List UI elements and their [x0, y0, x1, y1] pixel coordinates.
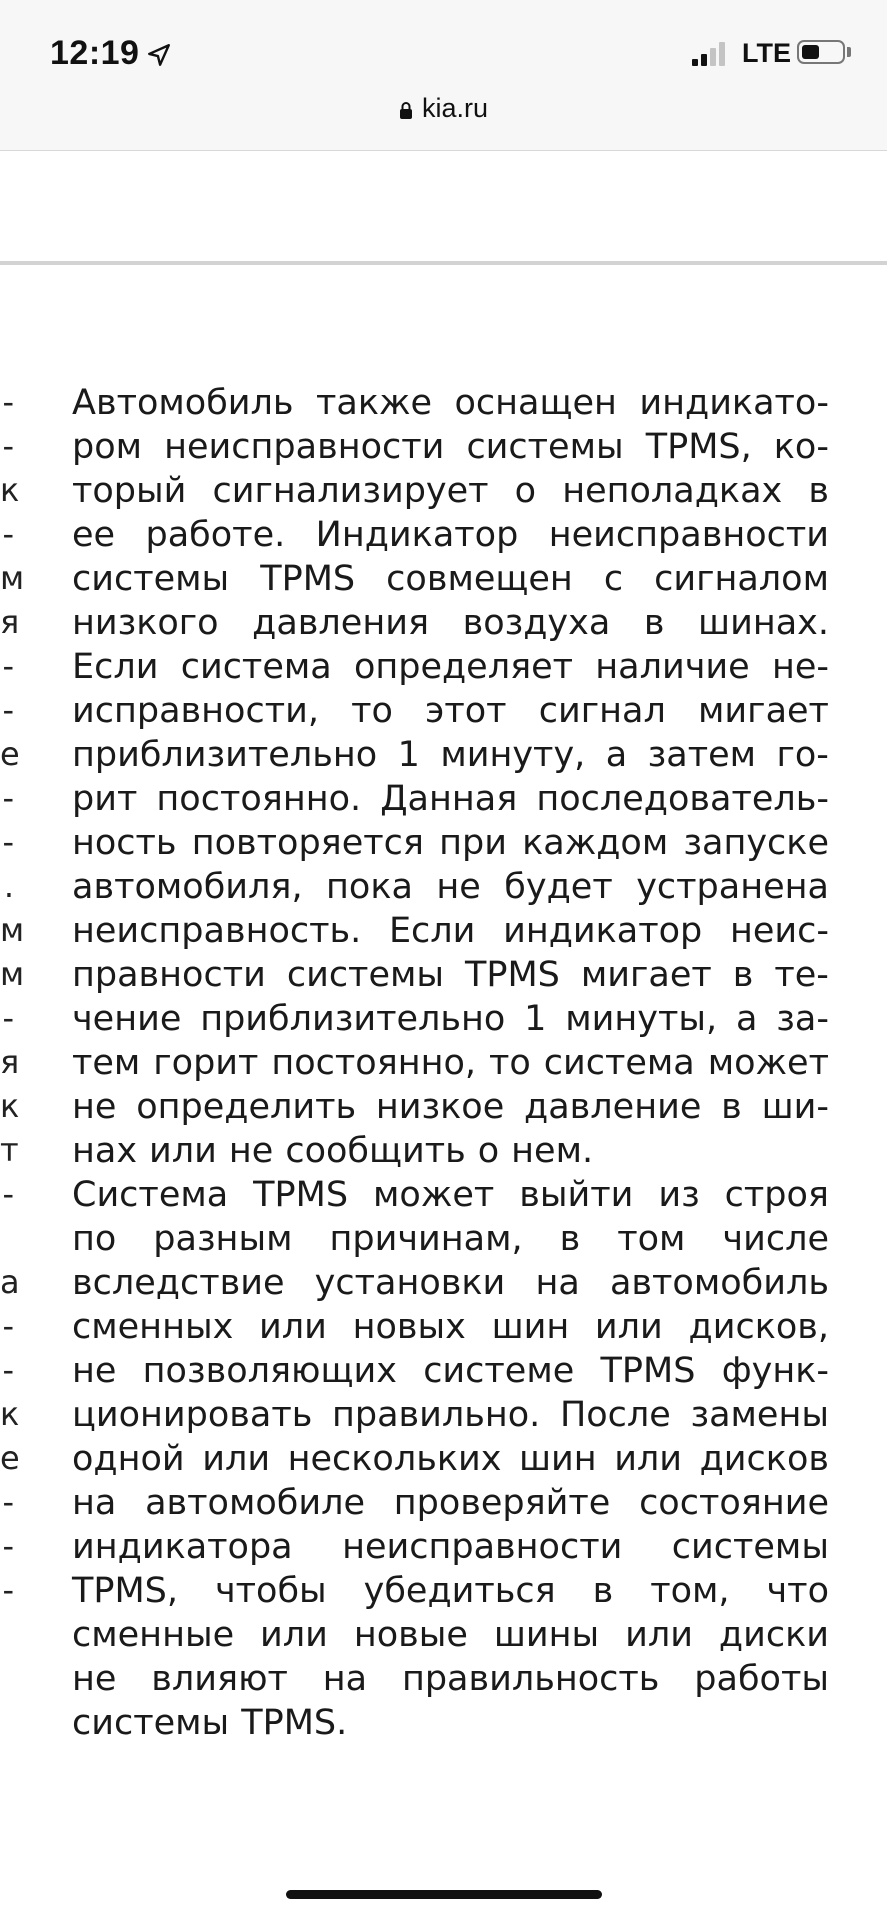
fragment-char: е — [0, 1439, 20, 1477]
home-indicator[interactable] — [286, 1890, 602, 1899]
status-time: 12:19 — [50, 34, 140, 72]
text-line: тем горит постоянно, то система может — [72, 1043, 829, 1083]
text-line: сменных или новых шин или дисков, — [72, 1307, 829, 1347]
fragment-char: - — [2, 1483, 14, 1521]
text-line: исправности, то этот сигнал мигает — [72, 691, 829, 731]
text-line: сменные или новые шины или диски — [72, 1615, 829, 1655]
text-line: индикатора неисправности системы — [72, 1527, 829, 1567]
paragraph-tpms-indicator — [72, 381, 829, 1173]
address-bar[interactable] — [0, 93, 887, 124]
text-line: Система TPMS может выйти из строя — [72, 1175, 829, 1215]
signal-bar — [719, 42, 725, 66]
fragment-char: - — [2, 647, 14, 685]
text-line: ром неисправности системы TPMS, ко- — [72, 427, 829, 467]
fragment-char: м — [0, 955, 25, 993]
fragment-char: - — [2, 1175, 14, 1213]
text-line: правности системы TPMS мигает в те- — [72, 955, 829, 995]
fragment-char: - — [2, 691, 14, 729]
battery-icon — [797, 40, 845, 64]
text-line: ее работе. Индикатор неисправности — [72, 515, 829, 555]
fragment-char: - — [2, 427, 14, 465]
text-line: Автомобиль также оснащен индикато- — [72, 383, 829, 423]
fragment-char: я — [0, 1043, 20, 1081]
signal-bar — [692, 59, 698, 66]
text-line: на автомобиле проверяйте состояние — [72, 1483, 829, 1523]
text-line: рит постоянно. Данная последователь- — [72, 779, 829, 819]
fragment-char: . — [3, 867, 14, 905]
fragment-char: - — [2, 823, 14, 861]
text-line: по разным причинам, в том числе — [72, 1219, 829, 1259]
fragment-char: м — [0, 911, 25, 949]
text-line: одной или нескольких шин или дисков — [72, 1439, 829, 1479]
fragment-char: - — [2, 1351, 14, 1389]
text-line: вследствие установки на автомобиль — [72, 1263, 829, 1303]
text-line: системы TPMS. — [72, 1703, 348, 1743]
text-line: автомобиля, пока не будет устранена — [72, 867, 829, 907]
cellular-signal-icon — [692, 40, 728, 66]
fragment-char: к — [0, 1395, 20, 1433]
fragment-char: - — [2, 999, 14, 1037]
text-line: не влияют на правильность работы — [72, 1659, 829, 1699]
signal-bar — [701, 54, 707, 66]
page-divider — [0, 261, 887, 265]
paragraph-tpms-failure — [72, 1173, 829, 1745]
signal-bar — [710, 48, 716, 66]
lock-icon — [399, 101, 413, 119]
text-line: чение приблизительно 1 минуты, а за- — [72, 999, 829, 1039]
text-line: низкого давления воздуха в шинах. — [72, 603, 829, 643]
text-line: не позволяющих системе TPMS функ- — [72, 1351, 829, 1391]
fragment-char — [0, 1216, 14, 1260]
fragment-char: - — [2, 1307, 14, 1345]
fragment-char: а — [0, 1263, 20, 1301]
fragment-char: я — [0, 603, 20, 641]
fragment-char: к — [0, 471, 20, 509]
network-type: LTE — [742, 38, 791, 68]
status-and-address-bar — [0, 0, 887, 151]
text-line: ность повторяется при каждом запуске — [72, 823, 829, 863]
location-arrow-icon — [146, 42, 172, 68]
fragment-char: - — [2, 1571, 14, 1609]
url-host: kia.ru — [421, 93, 489, 123]
fragment-char: м — [0, 559, 25, 597]
text-line: системы TPMS совмещен с сигналом — [72, 559, 829, 599]
text-line: торый сигнализирует о неполадках в — [72, 471, 829, 511]
fragment-char: - — [2, 383, 14, 421]
adjacent-page-fragment — [0, 380, 25, 1612]
text-line: приблизительно 1 минуту, а затем го- — [72, 735, 829, 775]
fragment-char: - — [2, 515, 14, 553]
article-text — [72, 381, 829, 1745]
text-line: ционировать правильно. После замены — [72, 1395, 829, 1435]
text-line: не определить низкое давление в ши- — [72, 1087, 829, 1127]
fragment-char: е — [0, 735, 20, 773]
battery-level — [802, 45, 819, 59]
fragment-char: - — [2, 779, 14, 817]
battery-cap — [847, 47, 851, 57]
text-line: Если система определяет наличие не- — [72, 647, 829, 687]
fragment-char: к — [0, 1087, 20, 1125]
text-line: неисправность. Если индикатор неис- — [72, 911, 829, 951]
fragment-char: - — [2, 1527, 14, 1565]
text-line: нах или не сообщить о нем. — [72, 1131, 594, 1171]
text-line: TPMS, чтобы убедиться в том, что — [72, 1571, 829, 1611]
fragment-char: т — [0, 1131, 19, 1169]
